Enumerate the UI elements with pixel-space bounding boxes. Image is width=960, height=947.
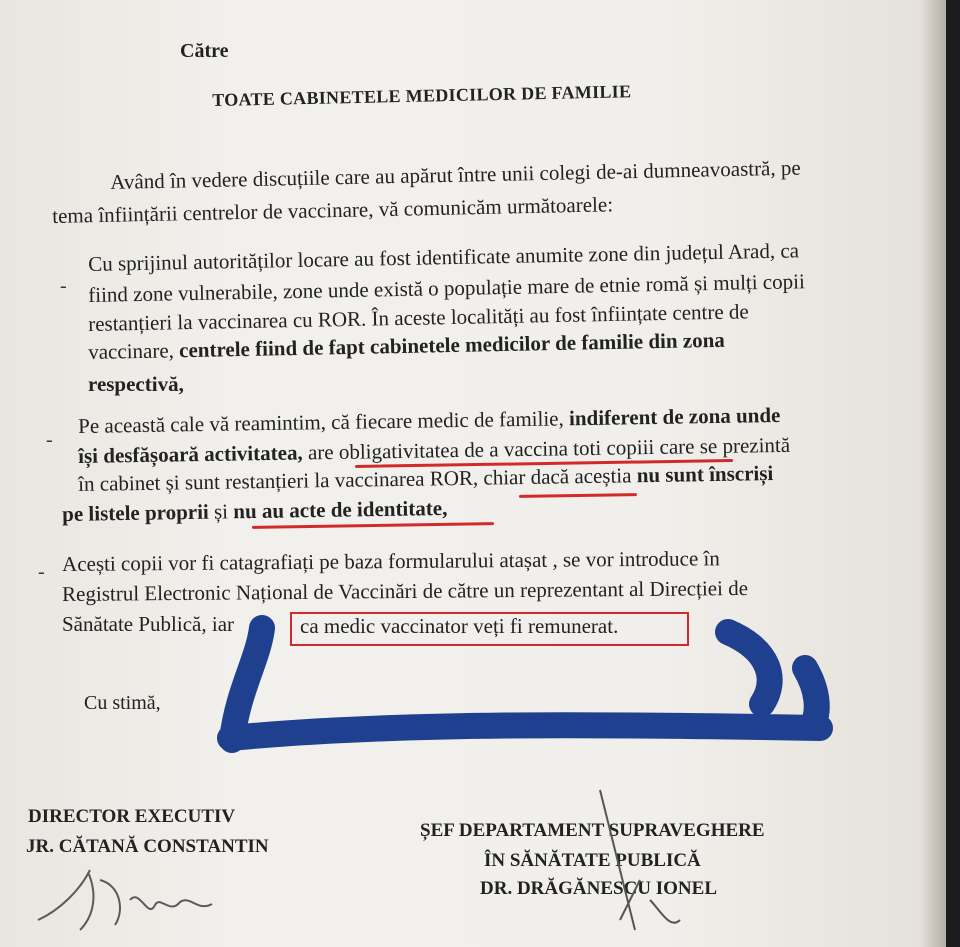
signatory-left-name: JR. CĂTANĂ CONSTANTIN	[26, 836, 269, 857]
signature-left	[30, 860, 230, 940]
signatory-right-name: DR. DRĂGĂNESCU IONEL	[480, 878, 717, 899]
p2-line-2-underlined: obligativitatea de a vaccina toti copiii	[338, 434, 655, 464]
p2-line-3-normal-a: în cabinet și sunt restanțieri la vaccinarea ROR,	[78, 465, 479, 496]
p3-line-1: Acești copii vor fi catagrafiați pe baza formularului atașat , se vor introduce în	[62, 546, 720, 576]
p1-line-1: Cu sprijinul autorităților locare au fost identificate anumite zone din județul Arad, ca	[88, 238, 800, 276]
p2-line-2-normal-b: care se prezintă	[659, 432, 791, 459]
p3-line-2: Registrul Electronic Național de Vaccinări de către un reprezentant al Direcției de	[62, 576, 749, 606]
p2-line-3-normal-b: aceștia	[574, 463, 632, 489]
p1-line-2: fiind zone vulnerabile, zone unde există o populație mare de etnie romă și mulți copii	[88, 269, 806, 307]
p1-line-3: restanțieri la vaccinarea cu ROR. În aceste localități au fost înființate centre de	[88, 299, 749, 336]
p1-line-5: respectivă,	[88, 372, 184, 396]
closing: Cu stimă,	[84, 692, 161, 714]
bullet-2: -	[46, 429, 53, 451]
p3-line-3-normal: Sănătate Publică, iar	[62, 612, 235, 636]
intro-line-2: tema înființării centrelor de vaccinare, vă comunicăm următoarele:	[52, 192, 614, 228]
signatory-right-title: ȘEF DEPARTAMENT SUPRAVEGHERE	[420, 820, 765, 841]
p2-line-3-bold: nu sunt înscriși	[636, 461, 774, 488]
p2-line-3-underlined: chiar dacă	[483, 464, 570, 490]
p2-line-4-normal: și	[213, 499, 229, 524]
p2-line-2-bold: își desfășoară activitatea,	[78, 440, 303, 468]
p2-line-4-bold-a: pe listele proprii	[62, 499, 209, 526]
signatory-left-title: DIRECTOR EXECUTIV	[28, 806, 236, 827]
recipient-label: Către	[180, 40, 229, 62]
recipient-heading: TOATE CABINETELE MEDICILOR DE FAMILIE	[212, 81, 632, 110]
p2-line-1-bold: indiferent de zona unde	[568, 402, 781, 431]
p3-line-3-boxed: ca medic vaccinator veți fi remunerat.	[300, 614, 619, 638]
intro-line-1: Având în vedere discuțiile care au apărut între unii colegi de-ai dumneavoastră, pe	[110, 155, 801, 194]
p1-line-4-normal: vaccinare,	[88, 338, 175, 364]
p1-line-4-bold: centrele fiind de fapt cabinetele medicilor de familie din zona	[178, 327, 726, 363]
p2-line-1-normal: Pe această cale vă reamintim, că fiecare medic de familie,	[78, 406, 564, 438]
p2-line-4-bold-underlined: nu au acte de identitate,	[233, 495, 448, 524]
signatory-right-subtitle: ÎN SĂNĂTATE PUBLICĂ	[484, 850, 701, 871]
p2-line-2-normal-a: are	[307, 439, 334, 465]
bullet-1: -	[60, 275, 67, 297]
bullet-3: -	[38, 561, 45, 583]
signature-right	[560, 780, 720, 940]
